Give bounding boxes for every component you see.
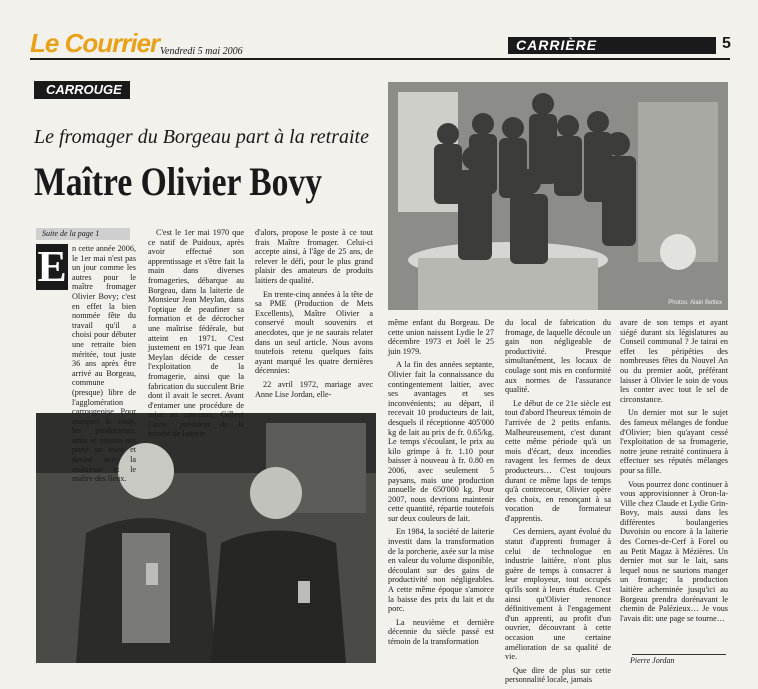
rubric-label: CARROUGE [46, 82, 122, 97]
rubric-banner [34, 81, 130, 99]
paragraph: Ces derniers, ayant évolué du statut d'apprenti fromager à celui de technologue en industrie laitière, n'ont plus guère de temps à consacrer à leur employeur, tout occupés qu'ils sont à leurs études. C'est ainsi qu'Olivier renonce définitivement à l'engagement d'un apprenti, au profit d'un ouvrier, découvrant à cette occasion une certaine amélioration de sa qualité de vie. [505, 527, 611, 662]
header-rule [30, 58, 730, 60]
paragraph: même enfant du Borgeau. De cette union naissent Lydie le 27 décembre 1973 et Joël le 25 juin 1979. [388, 318, 494, 356]
article-column-6 [620, 318, 728, 627]
article-column-5 [505, 318, 611, 689]
paragraph: C'est le 1er mai 1970 que ce natif de Puidoux, après avoir effectué son apprentissage et s'être fait la main dans diverses fromageries, débarque au Borgeau, dans la laiterie de Monsieur Jean Meylan, dans l'optique de peaufiner sa formation et de décrocher une maîtrise fédérale, but atteint en 1971. C'est justement en 1971 que Jean Meylan décide de cesser l'exploitation de la fromagerie, ainsi que la fabrication du succulent Brie dont il avait le secret. Avant d'entamer une procédure de mise au concours, Gilbert Cavin, président de la société de laiterie [148, 228, 244, 439]
article-column-1 [36, 244, 136, 488]
article-kicker: Le fromager du Borgeau part à la retraite [34, 126, 369, 148]
paragraph: d'alors, propose le poste à ce tout frais Maître fromager. Celui-ci accepte ainsi, à l'âge de 25 ans, de relever le défi, pour le plus grand plaisir des amateurs de produits laitiers de qualité. [255, 228, 373, 285]
paragraph: Le début de ce 21e siècle est tout d'abord l'heureux témoin de l'arrivée de 2 petits enfants. Malheureusement, c'est durant cette même période qu'à un mois d'écart, deux incendies ravagent les fermes de deux producteurs… C'est toujours durant ce même laps de temps qu'à contrecoeur, Olivier opère des choix, en renonçant à sa vocation de formateur d'apprentis. [505, 398, 611, 523]
paragraph: Un dernier mot sur le sujet des fameux mélanges de fondue d'Olivier; bien qu'ayant cessé l'exploitation de sa fromagerie, notre jeune retraité continuera à effectuer ses réputés mélanges pour sa fille. [620, 408, 728, 475]
paragraph: Vous pourrez donc continuer à vous approvisionner à Oron-la-Ville chez Claude et Lydie Grin-Bovy, mais aussi dans les différentes boulangeries Duvoisin ou encore à la laiterie des Cornes-de-Cerf à Forel ou au Petit Magaz à Mézières. Un dernier mot sur le lait, sans lequel nous ne saurions manger un fromage; la production laitière acheminée jusqu'ici au Borgeau prendra dorénavant le chemin de Palézieux… Je vous l'avais dit: une page se tourne… [620, 479, 728, 623]
page-number: 5 [722, 35, 731, 52]
paragraph: du local de fabrication du fromage, de laquelle découle un gain non négligeable de productivité. Presque simultanément, les locaux de coulage sont mis en conformité aux normes de l'assurance qualité. [505, 318, 611, 395]
article-headline: Maître Olivier Bovy [34, 159, 323, 204]
author-signature: Pierre Jordan [630, 656, 675, 665]
article-column-3 [255, 228, 373, 403]
masthead-logo: Le Courrier [30, 28, 160, 58]
paragraph-intro: n cette année 2006, le 1er mai n'est pas un jour comme les autres pour le maître fromager Olivier Bovy; c'est en effet la bien nommée fête du travail qu'il a choisi pour débuter une retraite bien méritée, tout juste 36 ans après être arrivé au Borgeau, commune (presque) libre de l'agglomération carrougeoise. Pour marquer le coup, les producteurs, amis et voisins ont porté un toast et devisé avec la maîtresse et le maître des lieux. [72, 244, 136, 484]
drop-cap: E [37, 242, 67, 291]
section-label: CARRIÈRE [516, 37, 598, 53]
issue-date: Vendredi 5 mai 2006 [160, 46, 243, 57]
paragraph: En 1984, la société de laiterie investit dans la transformation de la porcherie, axée sur la mise en valeur du volume disponible, découlant sur des gains de productivité non négligeables. A cette même époque s'amorce la baisse des prix du lait et du porc. [388, 527, 494, 614]
paragraph: Que dire de plus sur cette personnalité locale, jamais [505, 665, 611, 685]
paragraph: avare de son temps et ayant siégé durant six législatures au Conseil communal ? Je tairai en effet les péripéties des nombreuses fêtes du Nouvel An ou du premier août, préférant laisser à Olivier le soin de vous les conter avec tout le sel de circonstance. [620, 318, 728, 404]
paragraph: A la fin des années septante, Olivier fait la connaissance du contingentement laitier, avec ses avantages et ses inconvénients; au départ, il recevait 10 producteurs de lait, desquels il réceptionne 405'000 kg de lait au prix de fr. 0.65/kg. Le temps s'écoulant, le prix au kilo grimpe à fr. 1.10 pour baisser à nouveau à fr. 0.80 en 2006, avec seulement 5 paysans, mais une production annuelle de 650'000 kg. Pour 2007, nous devrions maintenir cette quantité, répartie toutefois sur deux couleurs de lait. [388, 360, 494, 523]
group-photo-cheese-vat [388, 82, 728, 310]
continued-from-box [36, 228, 130, 240]
paragraph: En trente-cinq années à la tête de sa PME (Production de Mets Excellents), Maître Olivier a conservé moult souvenirs et anecdotes, que je ne saurais relater dans un seul article. Nous avons toutefois retenu quelques faits ayant marqué les quatre dernières décennies: [255, 289, 373, 376]
signature-rule [632, 654, 726, 655]
article-column-4 [388, 318, 494, 651]
continued-from-label: Suite de la page 1 [42, 229, 100, 238]
section-banner [508, 37, 716, 54]
photo-credit: Photos: Alain Bettex [668, 300, 722, 306]
paragraph: 22 avril 1972, mariage avec Anne Lise Jordan, elle- [255, 379, 373, 399]
paragraph: La neuvième et dernière décennie du siècle passé est témoin de la transformation [388, 617, 494, 646]
group-photo-illustration [388, 82, 728, 310]
article-column-2 [148, 228, 244, 443]
